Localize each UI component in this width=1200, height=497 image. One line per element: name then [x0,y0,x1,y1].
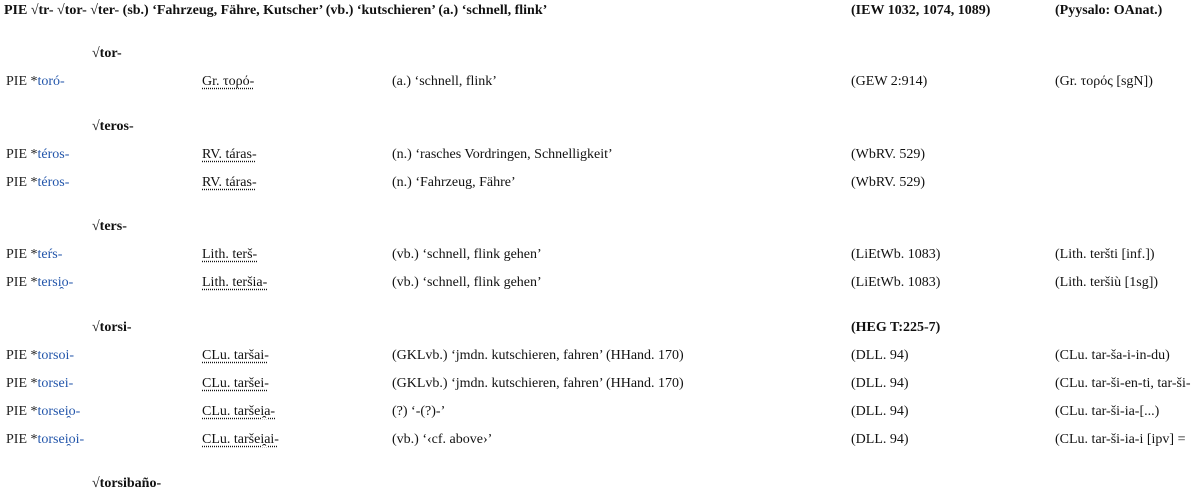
pie-prefix: PIE * [6,432,38,447]
reconstruction [6,401,186,423]
attested-form[interactable]: Gr. τορό- [202,74,255,89]
attested-form[interactable]: Lith. teršia- [202,275,268,290]
root-heading [0,216,1200,238]
pie-prefix: PIE * [6,147,38,162]
reference: (DLL. 94) [851,376,909,391]
meaning: (GKLvb.) ‘jmdn. kutschieren, fahren’ (HHand. 170) [392,348,684,363]
reconstruction [6,71,186,93]
reconstruction [6,373,186,395]
entry-row [0,345,1200,367]
attestation: (CLu. tar-ši-en-ti, tar-ši- [1055,376,1191,391]
entry-row [0,244,1200,266]
meaning: (vb.) ‘schnell, flink gehen’ [392,275,542,290]
attestation: (CLu. tar-ši-ia-[...) [1055,404,1160,419]
meaning: (?) ‘-(?)-’ [392,404,446,419]
meaning: (vb.) ‘schnell, flink gehen’ [392,247,542,262]
reference: (GEW 2:914) [851,74,928,89]
attested-form[interactable]: CLu. taršai- [202,348,269,363]
root-label: √torsibaño- [92,476,162,491]
meaning: (n.) ‘rasches Vordringen, Schnelligkeit’ [392,147,613,162]
reference: (WbRV. 529) [851,147,926,162]
reference: (DLL. 94) [851,432,909,447]
root-heading [0,43,1200,65]
root-label: √torsi- [92,320,132,335]
header-refs: (IEW 1032, 1074, 1089) [851,3,991,18]
reference: (LiEtWb. 1083) [851,247,941,262]
attestation: (Lith. teršiù [1sg]) [1055,275,1159,290]
root-heading [0,116,1200,138]
entry-row [0,172,1200,194]
header-title: PIE √tr- √tor- √ter- (sb.) ‘Fahrzeug, Fähre, Kutscher’ (vb.) ‘kutschieren’ (a.) ‘schnell, flink’ [4,3,548,18]
meaning: (GKLvb.) ‘jmdn. kutschieren, fahren’ (HHand. 170) [392,376,684,391]
entry-row [0,429,1200,451]
root-label: √teros- [92,119,134,134]
header-source: (Pyysalo: OAnat.) [1055,3,1163,18]
meaning: (vb.) ‘‹cf. above›’ [392,432,493,447]
reconstruction-link[interactable]: toró- [37,74,65,89]
pie-prefix: PIE * [6,275,38,290]
reconstruction [6,272,186,294]
root-label: √tor- [92,46,122,61]
reconstruction-link[interactable]: téros- [37,175,70,190]
reconstruction [6,429,186,451]
reconstruction-link[interactable]: téros- [37,147,70,162]
attested-form[interactable]: RV. táras- [202,175,257,190]
reconstruction-link[interactable]: torsei- [37,376,74,391]
reference: (LiEtWb. 1083) [851,275,941,290]
attested-form[interactable]: CLu. taršei- [202,376,269,391]
reference: (WbRV. 529) [851,175,926,190]
root-heading [0,317,1200,339]
reconstruction [6,172,186,194]
pie-prefix: PIE * [6,404,38,419]
pie-prefix: PIE * [6,376,38,391]
pie-prefix: PIE * [6,348,38,363]
pie-prefix: PIE * [6,175,38,190]
attestation: (Lith. teršti [inf.]) [1055,247,1155,262]
reference: (DLL. 94) [851,404,909,419]
pie-prefix: PIE * [6,247,38,262]
reconstruction [6,144,186,166]
reconstruction-link[interactable]: torsei̯oi- [37,432,85,447]
reconstruction [6,244,186,266]
attested-form[interactable]: RV. táras- [202,147,257,162]
reconstruction-link[interactable]: torsoi- [37,348,75,363]
entry-row [0,144,1200,166]
entry-row [0,272,1200,294]
meaning: (n.) ‘Fahrzeug, Fähre’ [392,175,516,190]
attested-form[interactable]: CLu. taršei̯ai- [202,432,279,447]
reference: (DLL. 94) [851,348,909,363]
root-label: √ters- [92,219,127,234]
pie-prefix: PIE * [6,74,38,89]
attestation: (CLu. tar-ša-i-in-du) [1055,348,1170,363]
reconstruction-link[interactable]: teŕs- [37,247,63,262]
reconstruction-link[interactable]: tersi̯o- [37,275,74,290]
reconstruction-link[interactable]: torsei̯o- [37,404,81,419]
reconstruction [6,345,186,367]
attested-form[interactable]: Lith. terš- [202,247,258,262]
attestation: (CLu. tar-ši-ia-i [ipv] = [1055,432,1186,447]
attested-form[interactable]: CLu. taršei̯a- [202,404,276,419]
entry-row [0,401,1200,423]
meaning: (a.) ‘schnell, flink’ [392,74,497,89]
header-row [0,0,1200,22]
entry-row [0,373,1200,395]
root-reference: (HEG T:225-7) [851,320,941,335]
entry-row [0,71,1200,93]
root-heading [0,473,1200,495]
attestation: (Gr. τορός [sgN]) [1055,74,1153,89]
